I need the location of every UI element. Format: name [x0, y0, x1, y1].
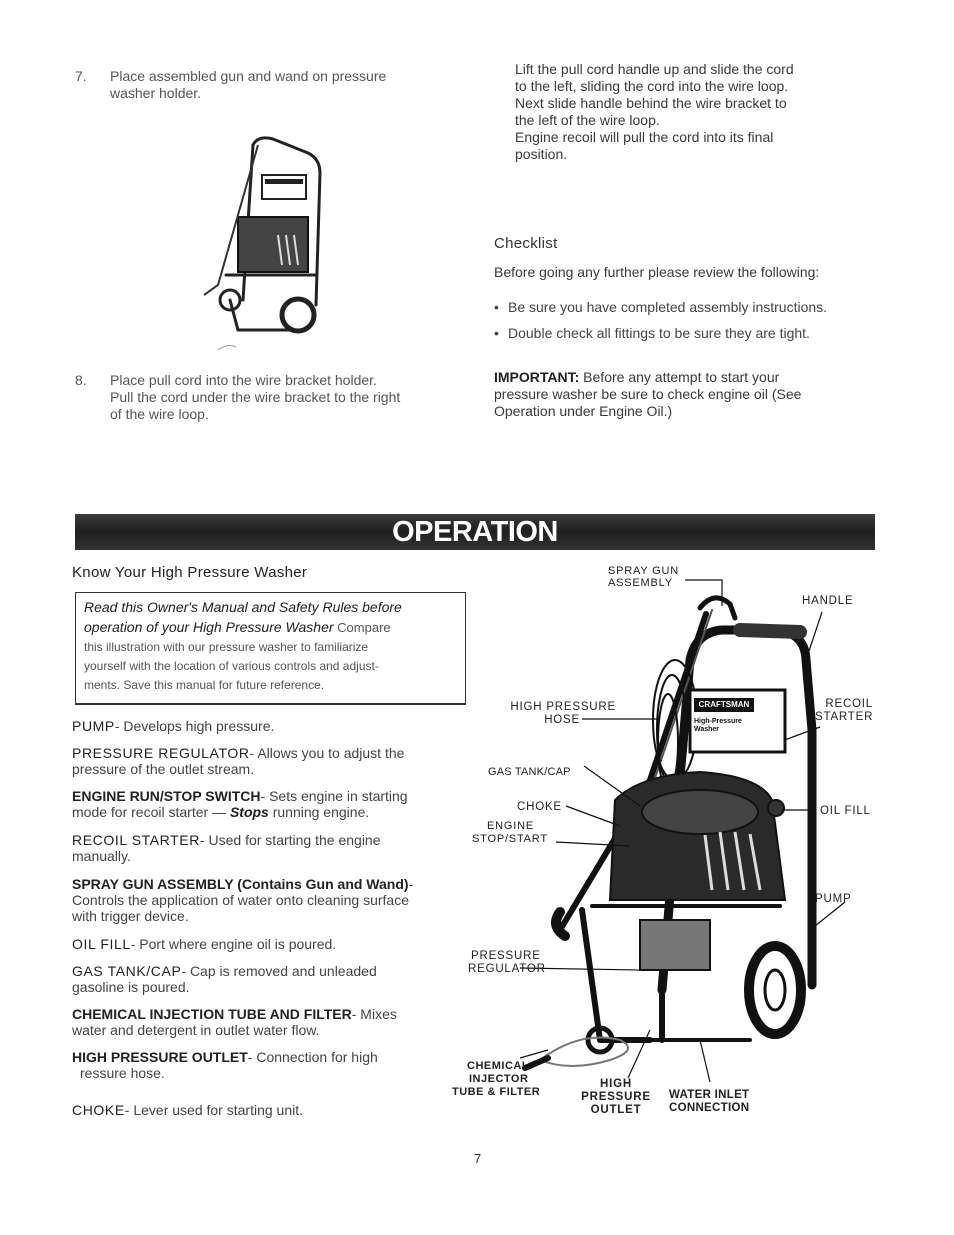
label-line: RECOIL — [825, 698, 873, 710]
def-desc: water and detergent in outlet water flow. — [72, 1022, 320, 1038]
label-line: REGULATOR — [468, 963, 546, 975]
label-line: INJECTOR — [469, 1073, 529, 1085]
def-desc: Controls the application of water onto cleaning surface — [72, 892, 409, 908]
diagram-decal — [694, 718, 742, 734]
diagram-brand-plate: CRAFTSMAN — [698, 700, 750, 709]
label-line: ENGINE — [487, 820, 534, 832]
notice-line: Compare — [333, 620, 391, 635]
important-label: IMPORTANT: — [494, 369, 580, 385]
label-line: PRESSURE — [471, 950, 541, 962]
step-text: Place assembled gun and wand on pressure washer holder. — [110, 68, 387, 101]
step-text-line: Place pull cord into the wire bracket holder. — [110, 372, 377, 388]
def-desc: - Used for starting the engine — [199, 832, 381, 848]
def-term: ENGINE RUN/STOP SWITCH — [72, 788, 261, 804]
label-choke: CHOKE — [517, 801, 562, 813]
notice-line: Read this Owner's Manual and Safety Rules before — [84, 599, 402, 615]
def-term: CHOKE — [72, 1102, 125, 1118]
text-line: the left of the wire loop. — [515, 112, 660, 128]
label-water-inlet — [669, 1089, 749, 1115]
label-line: CHEMICAL — [467, 1060, 530, 1072]
label-line: STARTER — [815, 711, 874, 723]
def-desc: - Connection for high — [247, 1049, 378, 1065]
label-high-pressure-hose — [509, 701, 616, 727]
def-term: HIGH PRESSURE OUTLET — [72, 1049, 248, 1065]
banner-title: OPERATION — [392, 516, 558, 548]
def-desc: mode for recoil starter — — [72, 804, 230, 820]
label-recoil-starter — [815, 698, 873, 724]
important-text: Operation under Engine Oil.) — [494, 403, 673, 419]
label-gas-tank: GAS TANK/CAP — [488, 766, 571, 778]
step-text-line: of the wire loop. — [110, 406, 209, 422]
important-text: Before any attempt to start your — [579, 369, 780, 385]
def-term: RECOIL STARTER — [72, 832, 200, 848]
important-text: pressure washer be sure to check engine oil (See — [494, 386, 802, 402]
checklist-intro: Before going any further please review the following: — [494, 264, 820, 280]
label-line: HOSE — [544, 714, 580, 726]
checklist-item: • Be sure you have completed assembly instructions. — [494, 294, 894, 320]
def-term: CHEMICAL INJECTION TUBE AND FILTER — [72, 1006, 352, 1022]
label-oil-fill: OIL FILL — [820, 805, 871, 817]
label-engine-stop-start — [472, 820, 548, 846]
def-desc: - Allows you to adjust the — [249, 745, 405, 761]
label-high-pressure-outlet — [580, 1078, 652, 1117]
def-desc: with trigger device. — [72, 908, 189, 924]
know-heading: Know Your High Pressure Washer — [72, 564, 308, 581]
def-desc: ressure hose. — [80, 1065, 165, 1081]
label-line: SPRAY GUN — [608, 565, 679, 577]
label-line: ASSEMBLY — [608, 577, 673, 589]
text-line: to the left, sliding the cord into the wire loop. — [515, 78, 789, 94]
label-pressure-regulator — [468, 950, 546, 976]
label-chemical-injector — [452, 1060, 540, 1099]
checklist-item: • Double check all fittings to be sure they are tight. — [494, 320, 894, 346]
def-desc: - Port where engine oil is poured. — [130, 936, 337, 952]
label-line: WATER INLET — [669, 1089, 750, 1101]
def-term: OIL FILL — [72, 936, 131, 952]
def-desc: - Lever used for starting unit. — [124, 1102, 303, 1118]
label-line: TUBE & FILTER — [452, 1086, 541, 1098]
def-term: PUMP — [72, 718, 115, 734]
step-text-line: Pull the cord under the wire bracket to the right — [110, 389, 401, 405]
def-term: GAS TANK/CAP — [72, 963, 182, 979]
def-desc: pressure of the outlet stream. — [72, 761, 255, 777]
label-pump: PUMP — [815, 893, 852, 905]
label-line: STOP/START — [472, 833, 548, 845]
decal-line: Washer — [694, 726, 720, 733]
page-number: 7 — [474, 1151, 482, 1166]
checklist-heading: Checklist — [494, 235, 558, 252]
def-desc: - Mixes — [351, 1006, 397, 1022]
notice-line: operation of your High Pressure Washer — [84, 619, 334, 635]
def-desc: manually. — [72, 848, 131, 864]
def-desc: running engine. — [268, 804, 370, 820]
decal-line: High-Pressure — [694, 718, 742, 725]
label-line: HIGH PRESSURE — [510, 701, 616, 713]
text-line: Lift the pull cord handle up and slide the cord — [515, 61, 794, 77]
notice-line: yourself with the location of various controls and adjust- — [84, 659, 379, 673]
label-handle: HANDLE — [802, 595, 854, 607]
label-line: PRESSURE — [581, 1091, 651, 1103]
def-desc: gasoline is poured. — [72, 979, 190, 995]
def-desc: - Develops high pressure. — [114, 718, 275, 734]
text-line: position. — [515, 146, 568, 162]
def-emphasis: Stops — [229, 804, 269, 820]
def-term: PRESSURE REGULATOR — [72, 745, 250, 761]
label-line: OUTLET — [590, 1104, 642, 1116]
def-term: SPRAY GUN ASSEMBLY (Contains Gun and Wand) — [72, 876, 409, 892]
step-number: 8. — [75, 372, 87, 388]
label-line: CONNECTION — [669, 1102, 750, 1114]
def-desc: - Sets engine in starting — [260, 788, 408, 804]
def-desc: - Cap is removed and unleaded — [181, 963, 377, 979]
label-spray-gun-assembly — [608, 565, 679, 589]
def-desc: - — [408, 876, 414, 892]
text-line: Next slide handle behind the wire bracket to — [515, 95, 787, 111]
label-line: HIGH — [600, 1078, 632, 1090]
notice-line: this illustration with our pressure washer to familiarize — [84, 640, 369, 654]
notice-line: ments. Save this manual for future reference. — [84, 678, 325, 692]
text-line: Engine recoil will pull the cord into its final — [515, 129, 774, 145]
step-number: 7. — [75, 68, 87, 84]
